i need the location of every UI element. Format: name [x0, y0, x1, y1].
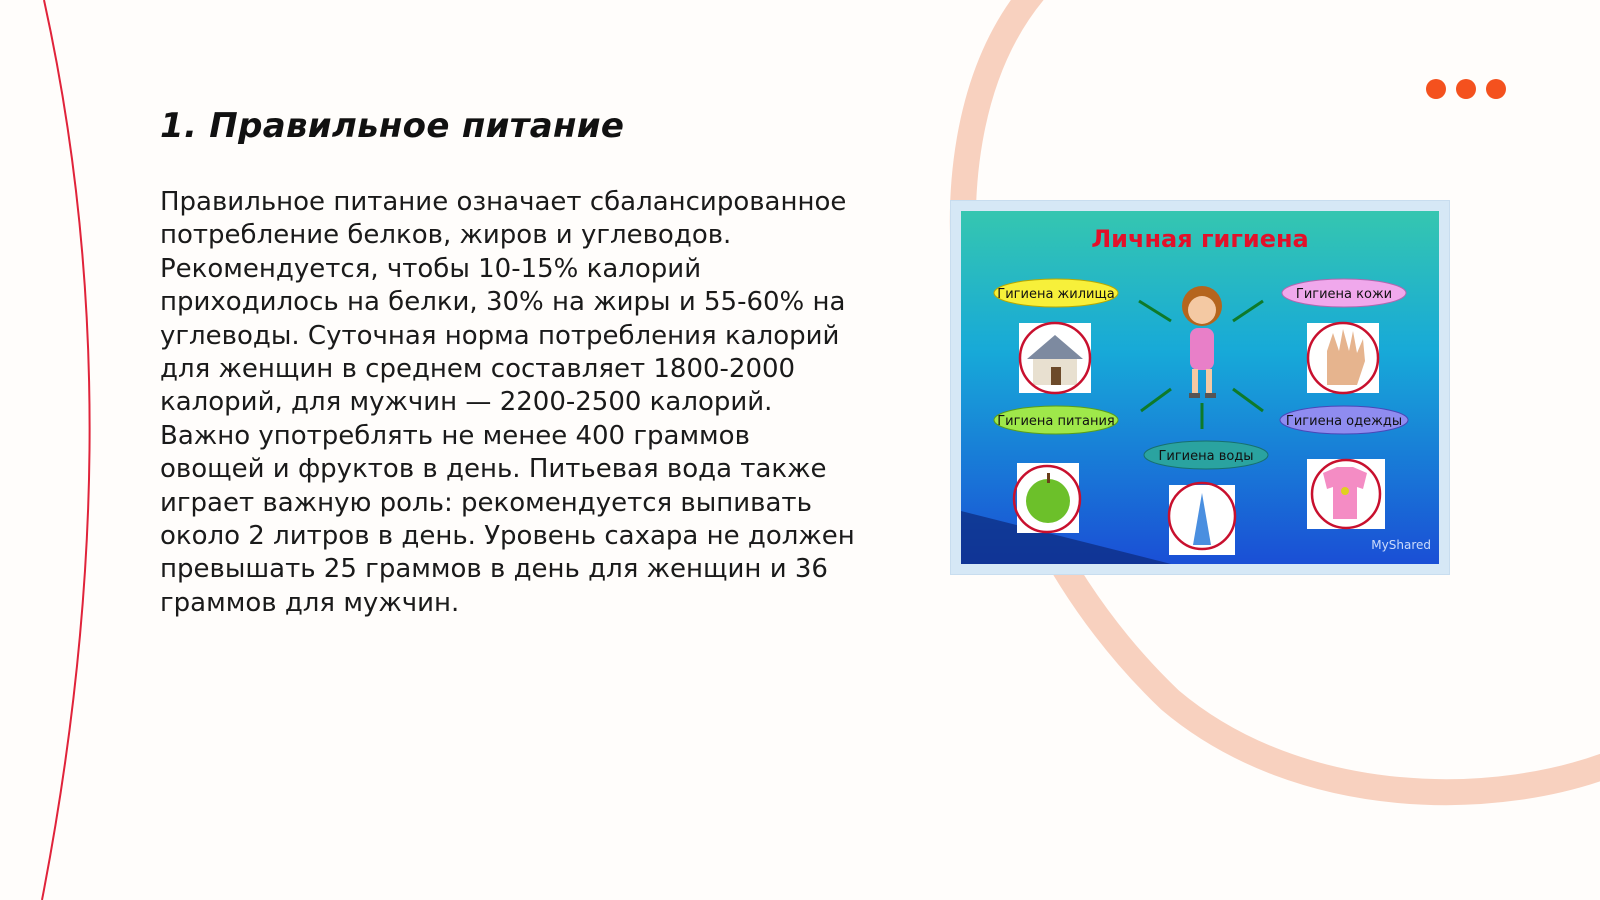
label-clothes — [1280, 406, 1408, 434]
house-icon — [1019, 323, 1091, 393]
water-glass-icon — [1169, 483, 1235, 555]
red-curve-line — [42, 0, 90, 900]
label-food — [994, 406, 1118, 434]
picture-title: Личная гигиена — [1091, 225, 1309, 253]
label-water — [1144, 441, 1268, 469]
hygiene-picture-frame — [950, 200, 1450, 575]
dot-3 — [1486, 79, 1506, 99]
apple-icon — [1014, 463, 1080, 533]
watermark: MyShared — [1371, 538, 1431, 552]
hygiene-picture — [961, 211, 1439, 564]
label-skin — [1282, 279, 1406, 307]
svg-text:Гигиена одежды: Гигиена одежды — [1285, 414, 1403, 429]
svg-text:Гигиена воды: Гигиена воды — [1158, 449, 1254, 464]
svg-text:Гигиена кожи: Гигиена кожи — [1295, 287, 1393, 302]
slide-body-text: Правильное питание означает сбалансированное потребление белков, жиров и углеводов. Рекомендуется, чтобы 10-15% калорий приходилось на белки, 30% на жиры и 55-60% на углеводы. Суточная норма потребления калорий для женщин в среднем составляет 1800-2000 калорий, для мужчин — 2200-2500 калорий. Важно употреблять не менее 400 граммов овощей и фруктов в день. Питьевая вода также играет важную роль: рекомендуется выпивать около 2 литров в день. Уровень сахара не должен превышать 25 граммов в день для женщин и 36 граммов для мужчин. — [160, 187, 855, 618]
svg-text:Гигиена жилища: Гигиена жилища — [997, 287, 1115, 302]
dot-2 — [1456, 79, 1476, 99]
svg-text:Гигиена питания: Гигиена питания — [997, 414, 1115, 429]
label-home — [994, 279, 1118, 307]
hand-icon — [1307, 323, 1379, 393]
hygiene-diagram — [961, 211, 1439, 564]
slide-title: 1. Правильное питание — [160, 106, 625, 146]
decorative-dots — [1426, 79, 1506, 99]
shirt-icon — [1307, 459, 1385, 529]
dot-1 — [1426, 79, 1446, 99]
